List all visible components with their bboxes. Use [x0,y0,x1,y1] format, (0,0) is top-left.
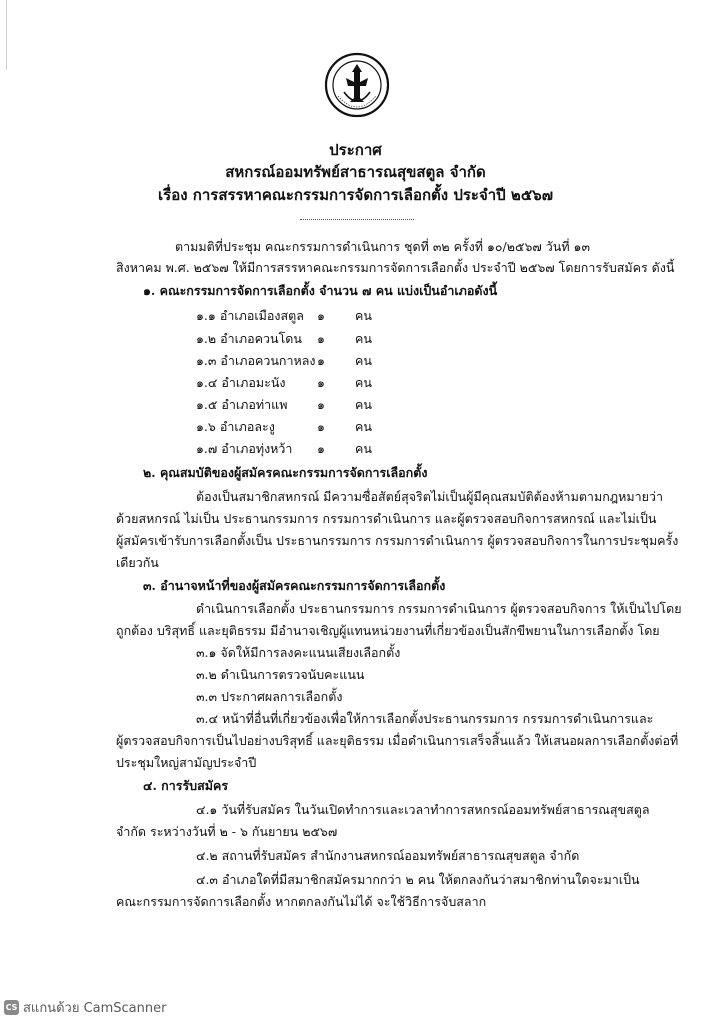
district-row [0,331,711,347]
section-2-heading: ๒. คุณสมบัติของผู้สมัครคณะกรรมการจัดการเลือกตั้ง [143,465,428,480]
section-3-item: ๓.๓ ประกาศผลการเลือกตั้ง [196,689,343,704]
organization-name: สหกรณ์ออมทรัพย์สาธารณสุขสตูล จำกัด [225,163,486,181]
section-3-item: ๓.๒ ดำเนินการตรวจนับคะแนน [196,667,365,682]
district-unit: คน [355,375,372,390]
district-count: ๑ [317,397,325,412]
section-2-line: เดียวกัน [116,555,159,570]
district-unit: คน [355,308,372,323]
district-row [0,353,711,369]
section-3-cont-line: ประชุมใหญ่สามัญประจำปี [116,755,257,770]
district-unit: คน [355,441,372,456]
district-row [0,441,711,457]
district-count: ๑ [317,353,325,368]
district-label: ๑.๗ อำเภอทุ่งหว้า [196,441,293,456]
district-label: ๑.๖ อำเภอละงู [196,419,275,434]
district-count: ๑ [317,441,325,456]
camscanner-watermark [4,997,166,1018]
section-4-item-1-cont: จำกัด ระหว่างวันที่ ๒ - ๖ กันยายน ๒๕๖๗ [116,824,338,839]
section-2-line: ต้องเป็นสมาชิกสหกรณ์ มีความซื่อสัตย์สุจริตไม่เป็นผู้มีคุณสมบัติต้องห้ามตามกฎหมายว่า [196,489,664,504]
section-3-item: ๓.๑ จัดให้มีการลงคะแนนเสียงเลือกตั้ง [196,645,401,660]
district-label: ๑.๕ อำเภอท่าแพ [196,397,288,412]
announcement-label: ประกาศ [329,141,382,159]
camscanner-icon: CS [4,1000,19,1015]
district-count: ๑ [317,375,325,390]
district-row [0,397,711,413]
district-unit: คน [355,353,372,368]
district-row [0,419,711,435]
section-3-item: ๓.๔ หน้าที่อื่นที่เกี่ยวข้องเพื่อให้การเลือกตั้งประธานกรรมการ กรรมการดำเนินการและ [196,711,654,726]
district-unit: คน [355,397,372,412]
district-label: ๑.๒ อำเภอควนโดน [196,331,302,346]
section-2-line: ด้วยสหกรณ์ ไม่เป็น ประธานกรรมการ กรรมการดำเนินการ และผู้ตรวจสอบกิจการสหกรณ์ และไม่เป็น [116,511,657,526]
scan-edge [6,0,7,70]
section-4-item-1: ๔.๑ วันที่รับสมัคร ในวันเปิดทำการและเวลาทำการสหกรณ์ออมทรัพย์สาธารณสุขสตูล [196,802,650,817]
section-3-line: ดำเนินการเลือกตั้ง ประธานกรรมการ กรรมการดำเนินการ ผู้ตรวจสอบกิจการ ให้เป็นไปโดย [196,601,682,616]
header-separator [300,219,414,220]
section-2-line: ผู้สมัครเข้ารับการเลือกตั้งเป็น ประธานกรรมการ กรรมการดำเนินการ ผู้ตรวจสอบกิจการในการประชุมครั้ง [116,533,679,548]
district-label: ๑.๑ อำเภอเมืองสตูล [196,308,304,323]
district-unit: คน [355,419,372,434]
district-row [0,375,711,391]
section-3-heading: ๓. อำนาจหน้าที่ของผู้สมัครคณะกรรมการจัดการเลือกตั้ง [143,578,446,593]
district-label: ๑.๓ อำเภอควนกาหลง [196,353,316,368]
section-1-heading: ๑. คณะกรรมการจัดการเลือกตั้ง จำนวน ๗ คน แบ่งเป็นอำเภอดังนี้ [143,283,498,298]
cooperative-seal-logo [324,52,390,118]
section-3-line: ถูกต้อง บริสุทธิ์ และยุติธรรม มีอำนาจเชิญผู้แทนหน่วยงานที่เกี่ยวข้องเป็นสักขีพยานในการเลือกตั้ง โดย [116,623,660,638]
section-4-heading: ๔. การรับสมัคร [143,778,229,793]
district-count: ๑ [317,331,325,346]
section-4-item-3-cont: คณะกรรมการจัดการเลือกตั้ง หากตกลงกันไม่ได้ จะใช้วิธีการจับสลาก [116,894,487,909]
section-4-item-3: ๔.๓ อำเภอใดที่มีสมาชิกสมัครมากกว่า ๒ คน ให้ตกลงกันว่าสมาชิกท่านใดจะมาเป็น [196,872,640,887]
district-label: ๑.๔ อำเภอมะนัง [196,375,286,390]
camscanner-text: สแกนด้วย CamScanner [23,1001,167,1016]
district-row [0,308,711,324]
district-unit: คน [355,331,372,346]
announcement-subject: เรื่อง การสรรหาคณะกรรมการจัดการเลือกตั้ง ประจำปี ๒๕๖๗ [158,186,553,204]
section-3-cont-line: ผู้ตรวจสอบกิจการเป็นไปอย่างบริสุทธิ์ และยุติธรรม เมื่อดำเนินการเสร็จสิ้นแล้ว ให้เสนอผลการเลือกตั้งต่อที่ [116,733,679,748]
intro-line-1: ตามมติที่ประชุม คณะกรรมการดำเนินการ ชุดที่ ๓๒ ครั้งที่ ๑๐/๒๕๖๗ วันที่ ๑๓ [175,239,591,254]
district-count: ๑ [317,308,325,323]
intro-line-2: สิงหาคม พ.ศ. ๒๕๖๗ ให้มีการสรรหาคณะกรรมการจัดการเลือกตั้ง ประจำปี ๒๕๖๗ โดยการรับสมัคร ดังนี้ [116,260,675,275]
district-count: ๑ [317,419,325,434]
section-4-item-2: ๔.๒ สถานที่รับสมัคร สำนักงานสหกรณ์ออมทรัพย์สาธารณสุขสตูล จำกัด [196,848,580,863]
